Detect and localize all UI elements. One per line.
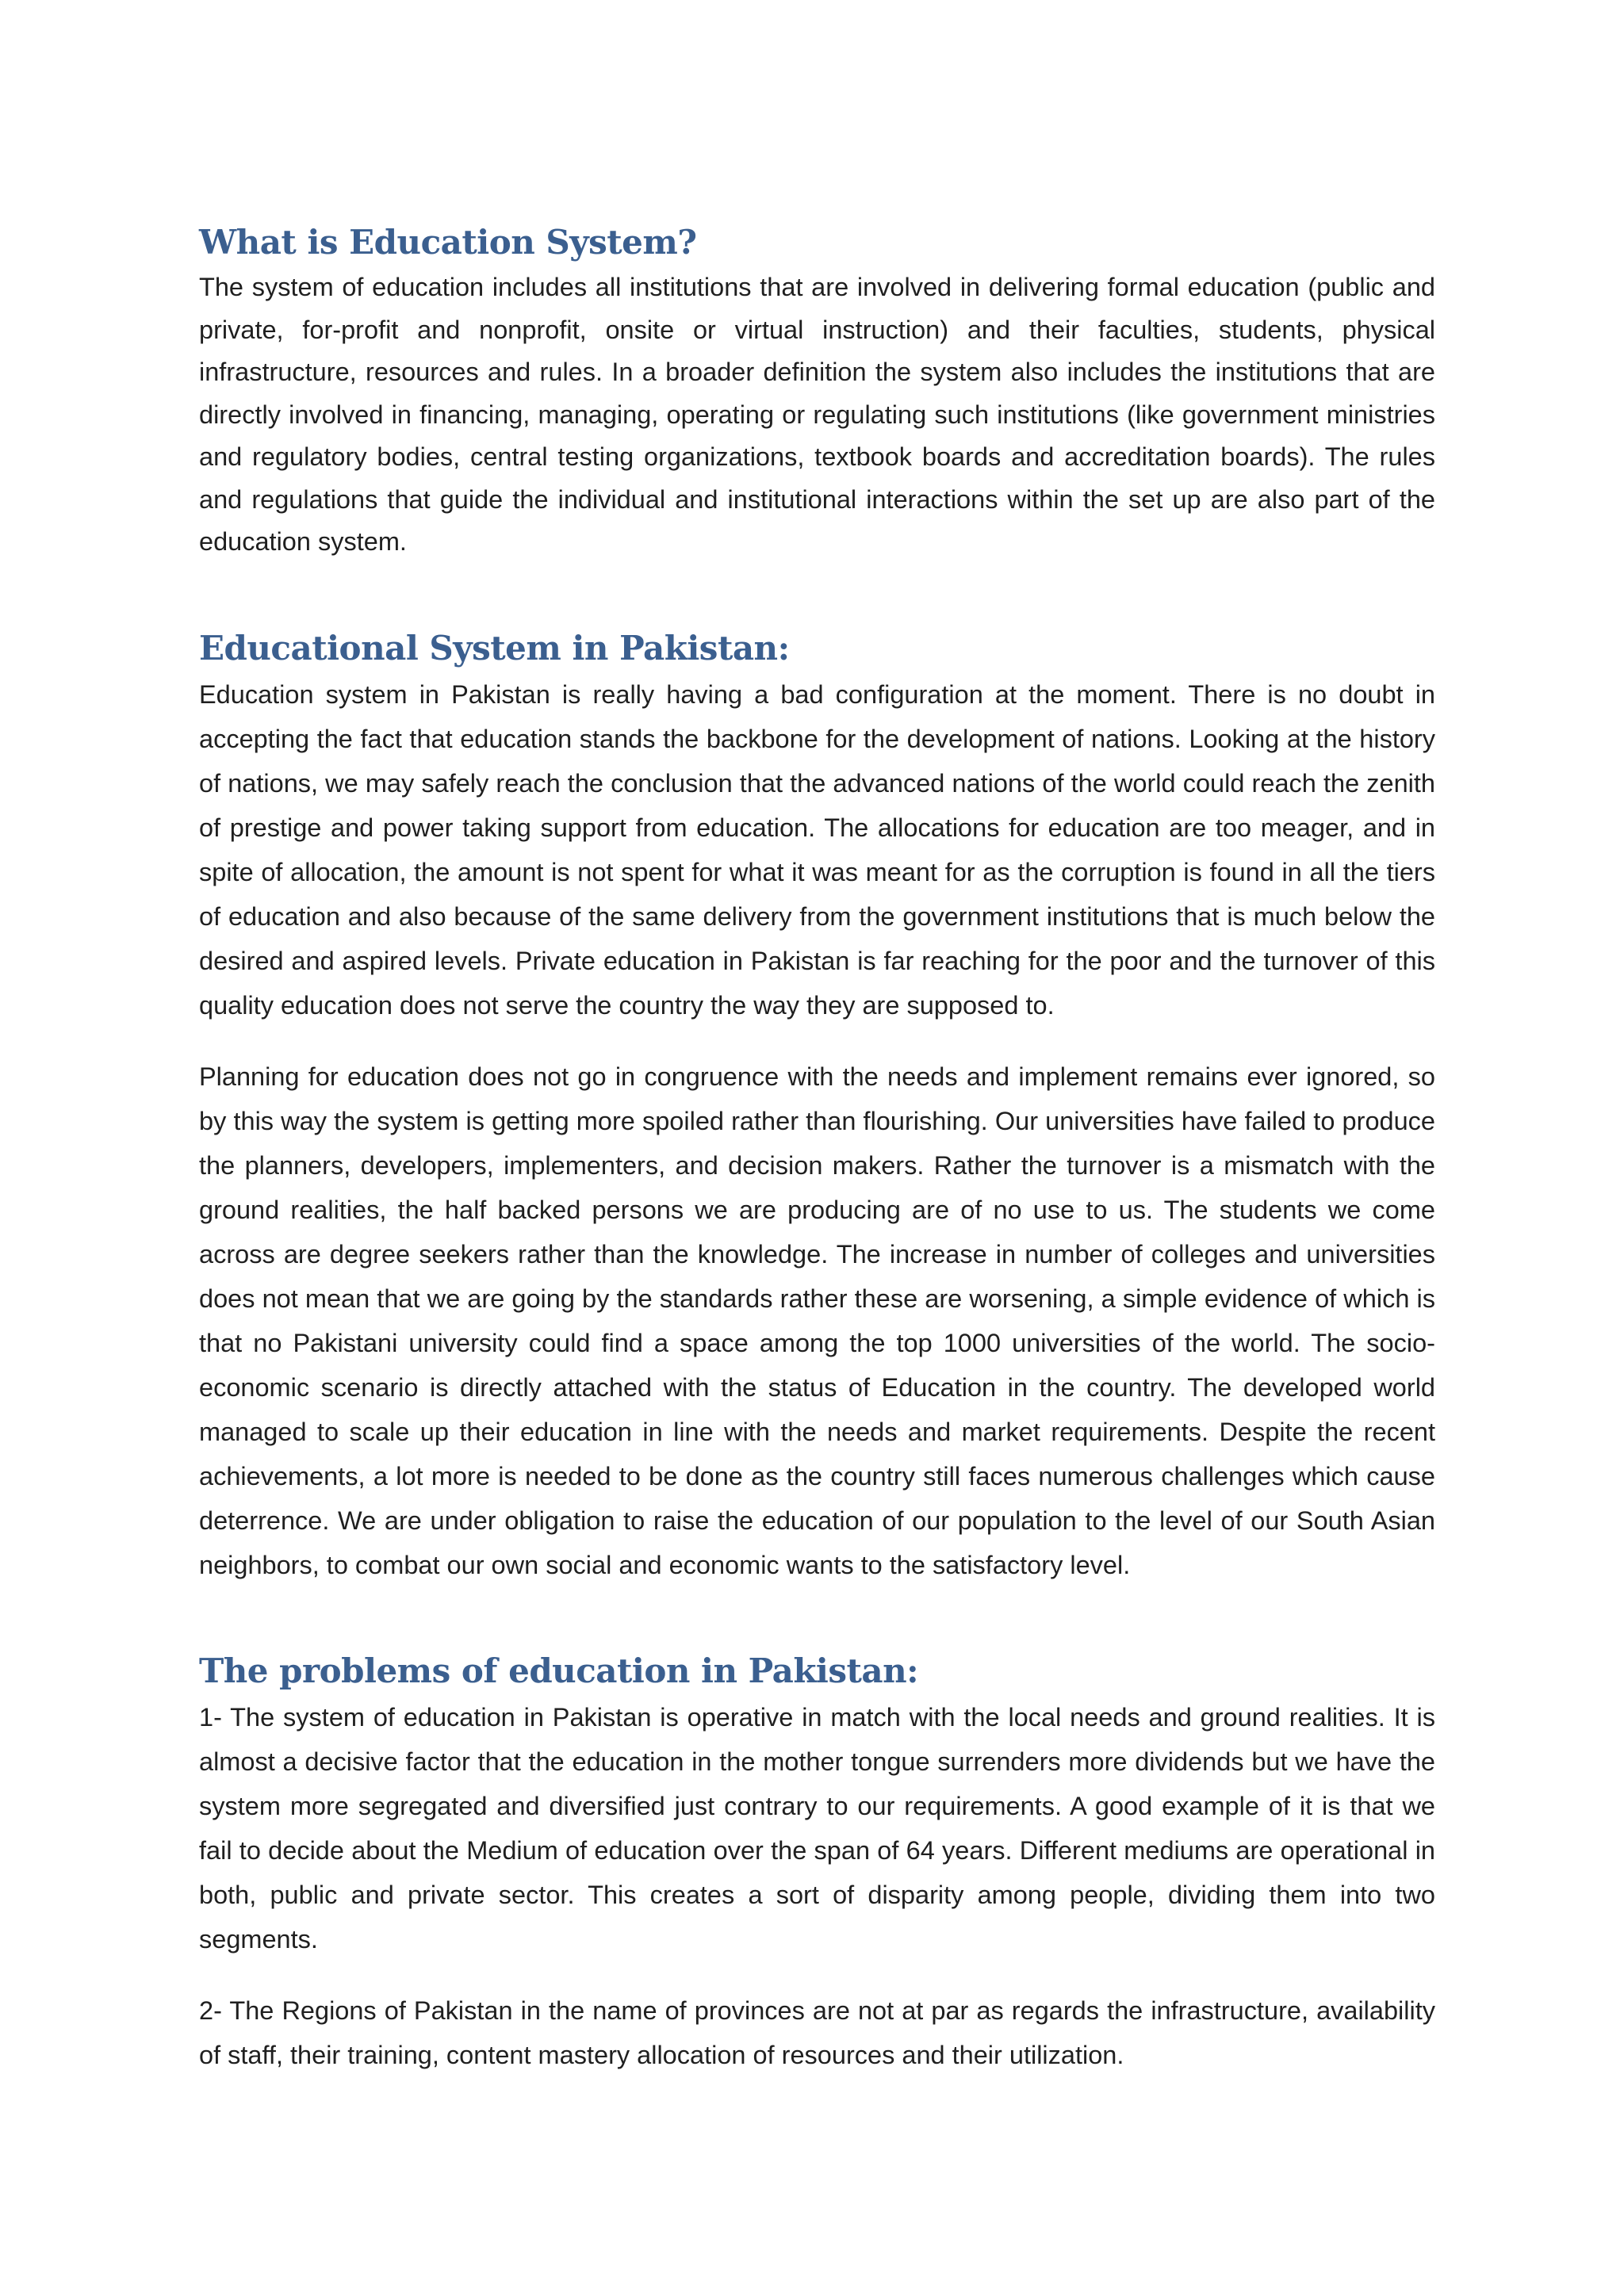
paragraph: Education system in Pakistan is really having a bad configuration at the moment. There is no doubt in accepting the fact that education stands the backbone for the development of nations. Looking at the history of nations, we may safely reach the conclusion that the advanced nations of the world could reach the zenith of prestige and power taking support from education. The allocations for education are too meager, and in spite of allocation, the amount is not spent for what it was meant for as the corruption is found in all the tiers of education and also because of the same delivery from the government institutions that is much below the desired and aspired levels. Private education in Pakistan is far reaching for the poor and the turnover of this quality education does not serve the country the way they are supposed to.	[199, 679, 1435, 1020]
paragraph: 2- The Regions of Pakistan in the name of provinces are not at par as regards the infrastructure, availability of staff, their training, content mastery allocation of resources and their utilization.	[199, 1996, 1435, 2069]
paragraph: Planning for education does not go in congruence with the needs and implement remains ever ignored, so by this way the system is getting more spoiled rather than flourishing. Our universities have failed to produce the planners, developers, implementers, and decision makers. Rather the turnover is a mismatch with the ground realities, the half backed persons we are producing are of no use to us. The students we come across are degree seekers rather than the knowledge. The increase in number of colleges and universities does not mean that we are going by the standards rather these are worsening, a simple evidence of which is that no Pakistani university could find a space among the top 1000 universities of the world. The socio-economic scenario is directly attached with the status of Education in the country. The developed world managed to scale up their education in line with the needs and market requirements. Despite the recent achievements, a lot more is needed to be done as the country still faces numerous challenges which cause deterrence. We are under obligation to raise the education of our population to the level of our South Asian neighbors, to combat our own social and economic wants to the satisfactory level.	[199, 1062, 1435, 1579]
section-educational-system-pakistan	[199, 625, 1435, 1587]
section-heading: Educational System in Pakistan:	[199, 628, 790, 668]
section-education-system	[199, 219, 1435, 564]
section-problems-of-education	[199, 1647, 1435, 2077]
section-heading: The problems of education in Pakistan:	[199, 1651, 919, 1690]
section-heading: What is Education System?	[199, 223, 697, 262]
paragraph: 1- The system of education in Pakistan is operative in match with the local needs and ground realities. It is almost a decisive factor that the education in the mother tongue surrenders more dividends but we have the system more segregated and diversified just contrary to our requirements. A good example of it is that we fail to decide about the Medium of education over the span of 64 years. Different mediums are operational in both, public and private sector. This creates a sort of disparity among people, dividing them into two segments.	[199, 1702, 1435, 1954]
document-body	[199, 219, 1435, 2077]
paragraph: The system of education includes all institutions that are involved in delivering formal education (public and private, for-profit and nonprofit, onsite or virtual instruction) and their faculties, students, physical infrastructure, resources and rules. In a broader definition the system also includes the institutions that are directly involved in financing, managing, operating or regulating such institutions (like government ministries and regulatory bodies, central testing organizations, textbook boards and accreditation boards). The rules and regulations that guide the individual and institutional interactions within the set up are also part of the education system.	[199, 273, 1435, 556]
